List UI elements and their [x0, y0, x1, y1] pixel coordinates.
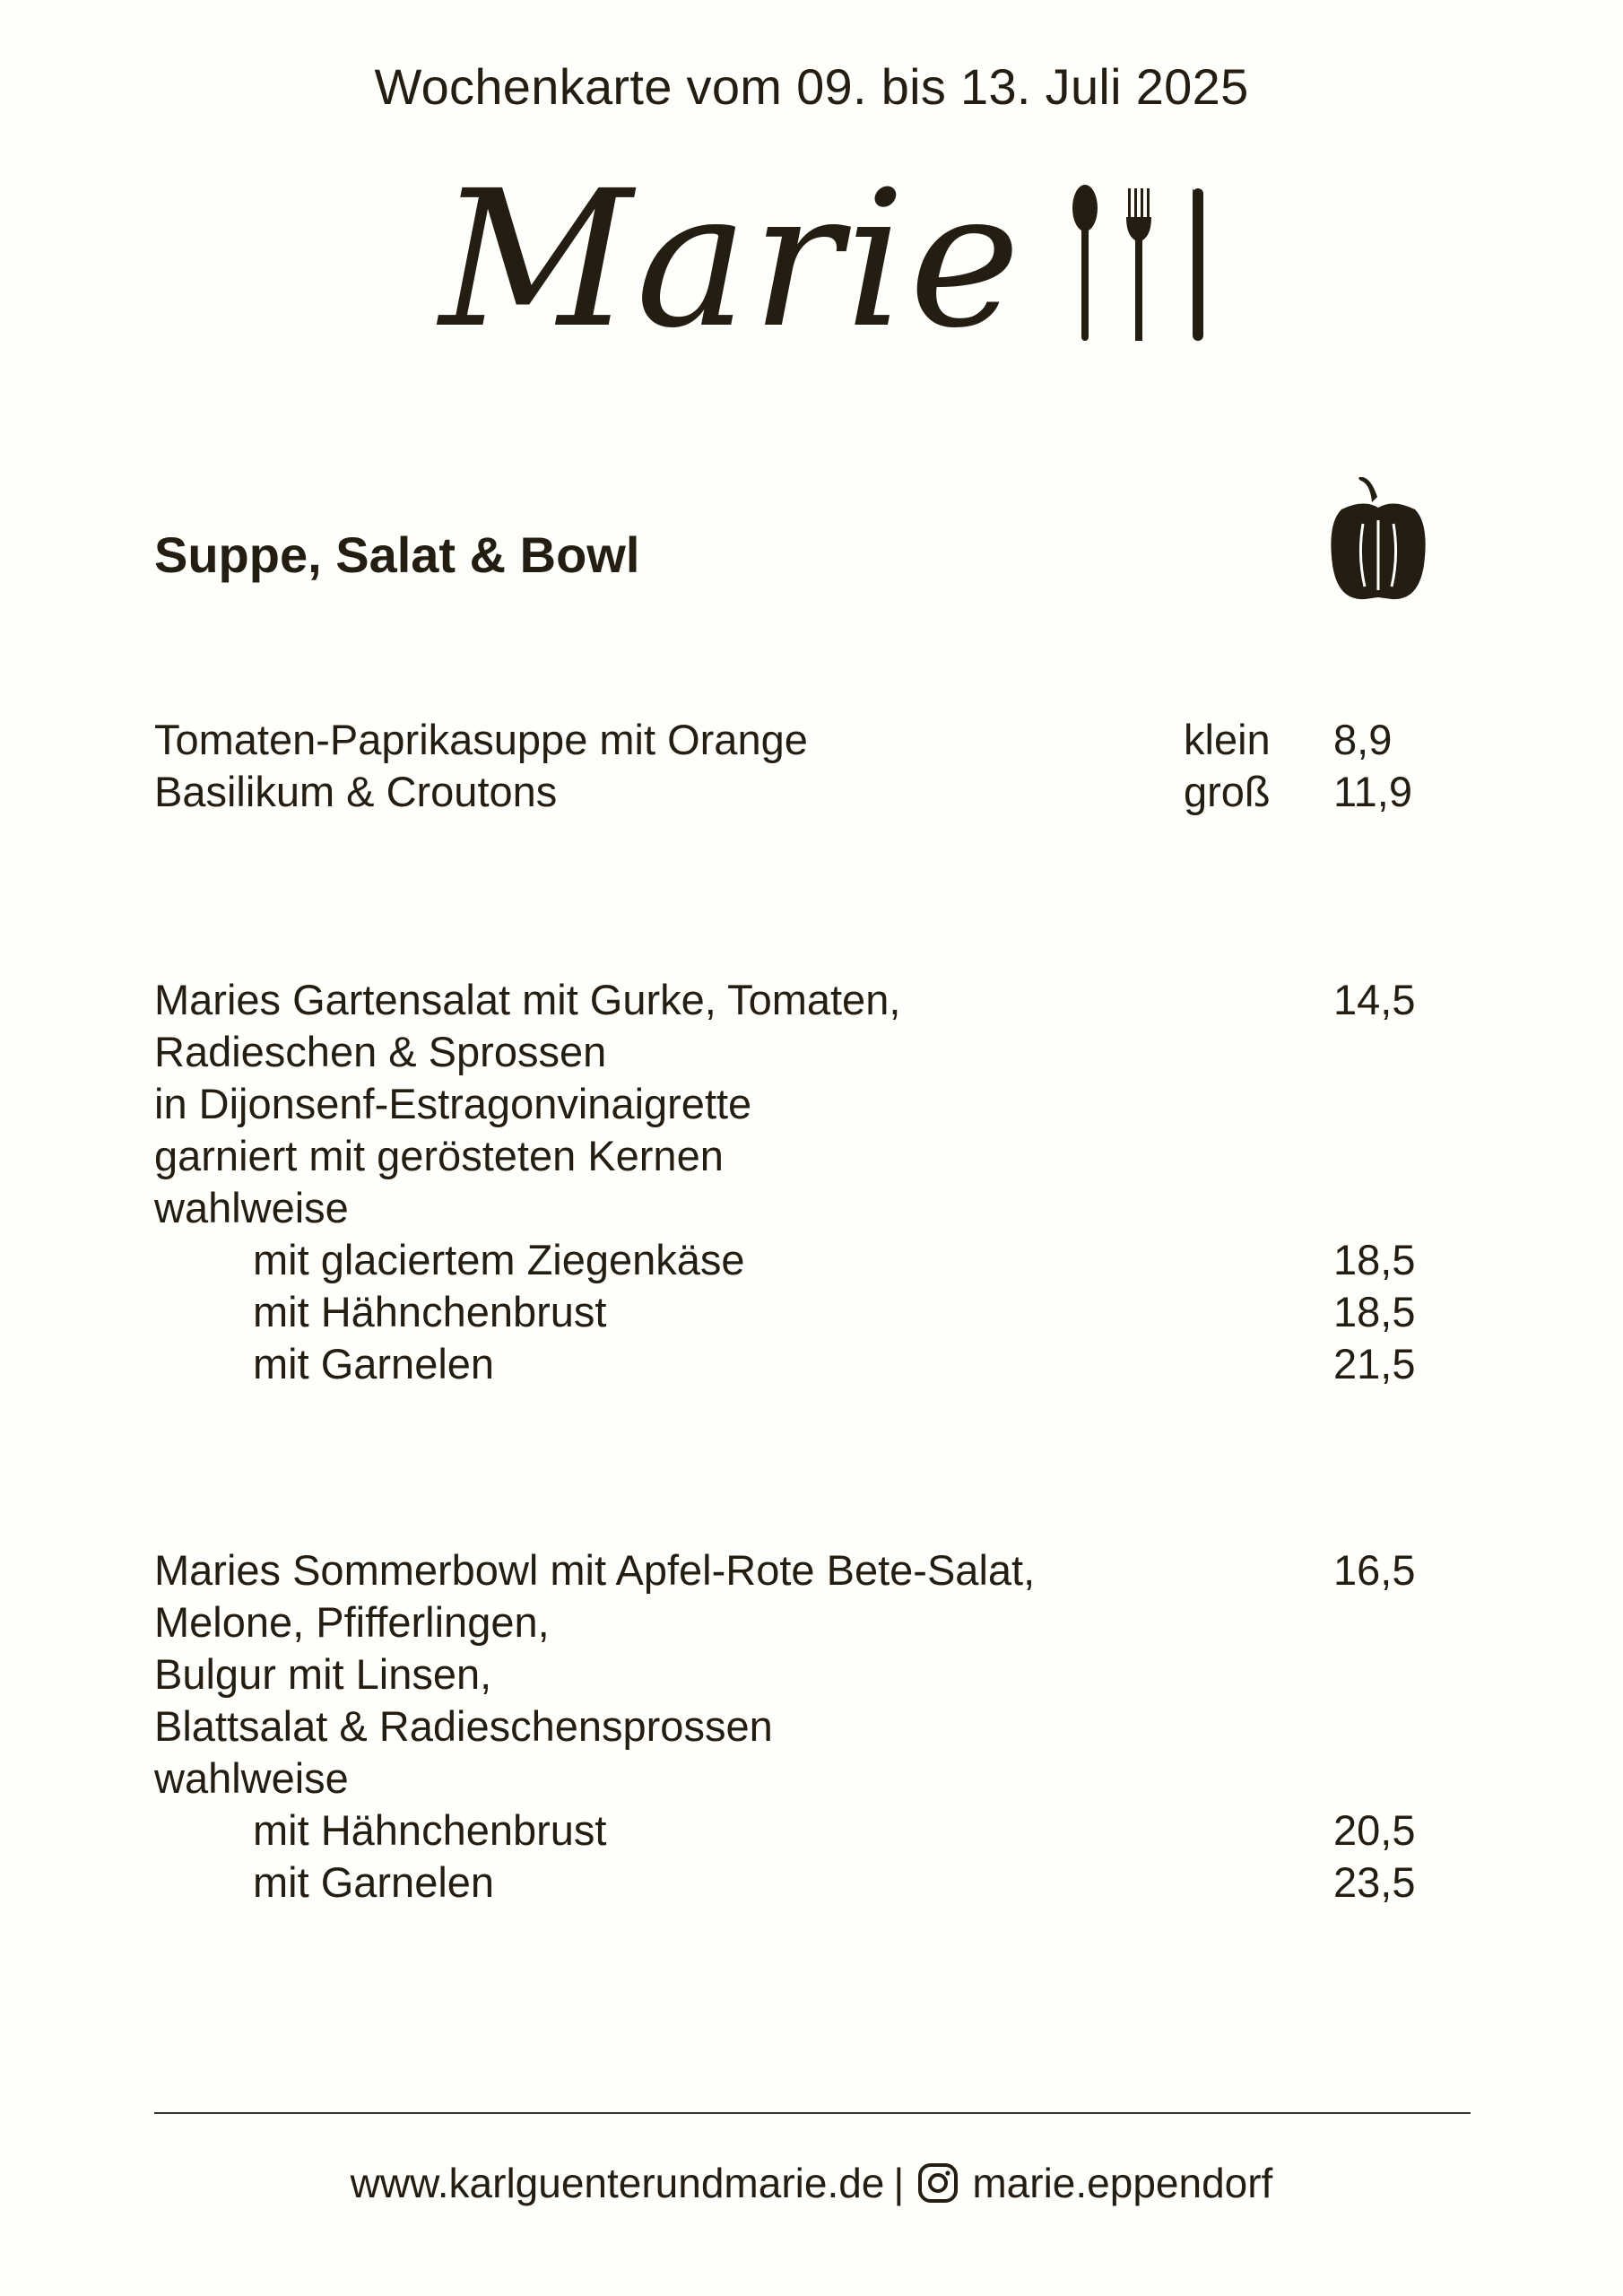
menu-line	[154, 1026, 1454, 1078]
dish-option: mit Hähnchenbrust	[253, 1806, 607, 1854]
dish-description: Blattsalat & Radieschensprossen	[154, 1702, 773, 1750]
instagram-icon	[916, 2161, 959, 2205]
menu-option	[154, 1286, 1454, 1338]
menu-option	[154, 1805, 1454, 1857]
dish-option: mit Garnelen	[253, 1340, 495, 1387]
page-title: Wochenkarte vom 09. bis 13. Juli 2025	[374, 58, 1249, 115]
dish-option: mit Garnelen	[253, 1858, 495, 1906]
menu-line	[154, 1544, 1454, 1596]
menu-line	[154, 974, 1454, 1026]
price: 8,9	[1333, 716, 1393, 763]
portion-size: klein	[1184, 716, 1271, 763]
menu-option	[154, 1234, 1454, 1286]
dish-description: Maries Sommerbowl mit Apfel-Rote Bete-Salat,	[154, 1546, 1036, 1594]
footer-separator: |	[893, 2159, 905, 2206]
menu-line	[154, 1130, 1454, 1182]
price: 21,5	[1333, 1340, 1416, 1387]
price: 20,5	[1333, 1806, 1416, 1854]
menu-option	[154, 1857, 1454, 1909]
pepper-icon	[1327, 475, 1430, 605]
price: 14,5	[1333, 976, 1416, 1023]
dish-description: Basilikum & Croutons	[154, 768, 558, 815]
menu-line	[154, 1078, 1454, 1130]
dish-description: garniert mit gerösteten Kernen	[154, 1132, 724, 1179]
menu-line	[154, 1752, 1454, 1805]
dish-description: Maries Gartensalat mit Gurke, Tomaten,	[154, 976, 901, 1023]
section-title: Suppe, Salat & Bowl	[154, 526, 640, 583]
price: 18,5	[1333, 1288, 1416, 1335]
menu-option	[154, 1338, 1454, 1390]
logo	[421, 152, 1228, 386]
menu-line	[154, 1648, 1454, 1700]
logo-text: Marie	[439, 150, 1025, 370]
price: 23,5	[1333, 1858, 1416, 1906]
dish-description: Radieschen & Sprossen	[154, 1028, 607, 1075]
menu-line	[154, 1596, 1454, 1648]
price: 11,9	[1333, 768, 1412, 815]
footer	[0, 2152, 1623, 2210]
portion-size: groß	[1184, 768, 1271, 815]
dish-option-label: wahlweise	[154, 1754, 349, 1802]
dish-option: mit glaciertem Ziegenkäse	[253, 1236, 745, 1283]
dish-description: in Dijonsenf-Estragonvinaigrette	[154, 1080, 752, 1127]
menu-line	[154, 1182, 1454, 1234]
menu-item-salad	[154, 974, 1454, 1390]
menu-item-bowl	[154, 1544, 1454, 1909]
cutlery-icon	[1067, 170, 1219, 484]
price: 18,5	[1333, 1236, 1416, 1283]
price: 16,5	[1333, 1546, 1416, 1594]
footer-divider	[154, 2112, 1471, 2114]
instagram-handle[interactable]: marie.eppendorf	[972, 2159, 1273, 2206]
dish-description: Tomaten-Paprikasuppe mit Orange	[154, 716, 808, 763]
website-link[interactable]: www.karlguenterundmarie.de	[350, 2159, 885, 2206]
menu-line	[154, 1700, 1454, 1752]
menu-line	[154, 714, 1454, 766]
dish-option: mit Hähnchenbrust	[253, 1288, 607, 1335]
menu-line	[154, 766, 1454, 818]
dish-description: Bulgur mit Linsen,	[154, 1650, 492, 1698]
dish-description: Melone, Pfifferlingen,	[154, 1598, 550, 1646]
dish-option-label: wahlweise	[154, 1184, 349, 1231]
menu-item-soup	[154, 714, 1454, 818]
